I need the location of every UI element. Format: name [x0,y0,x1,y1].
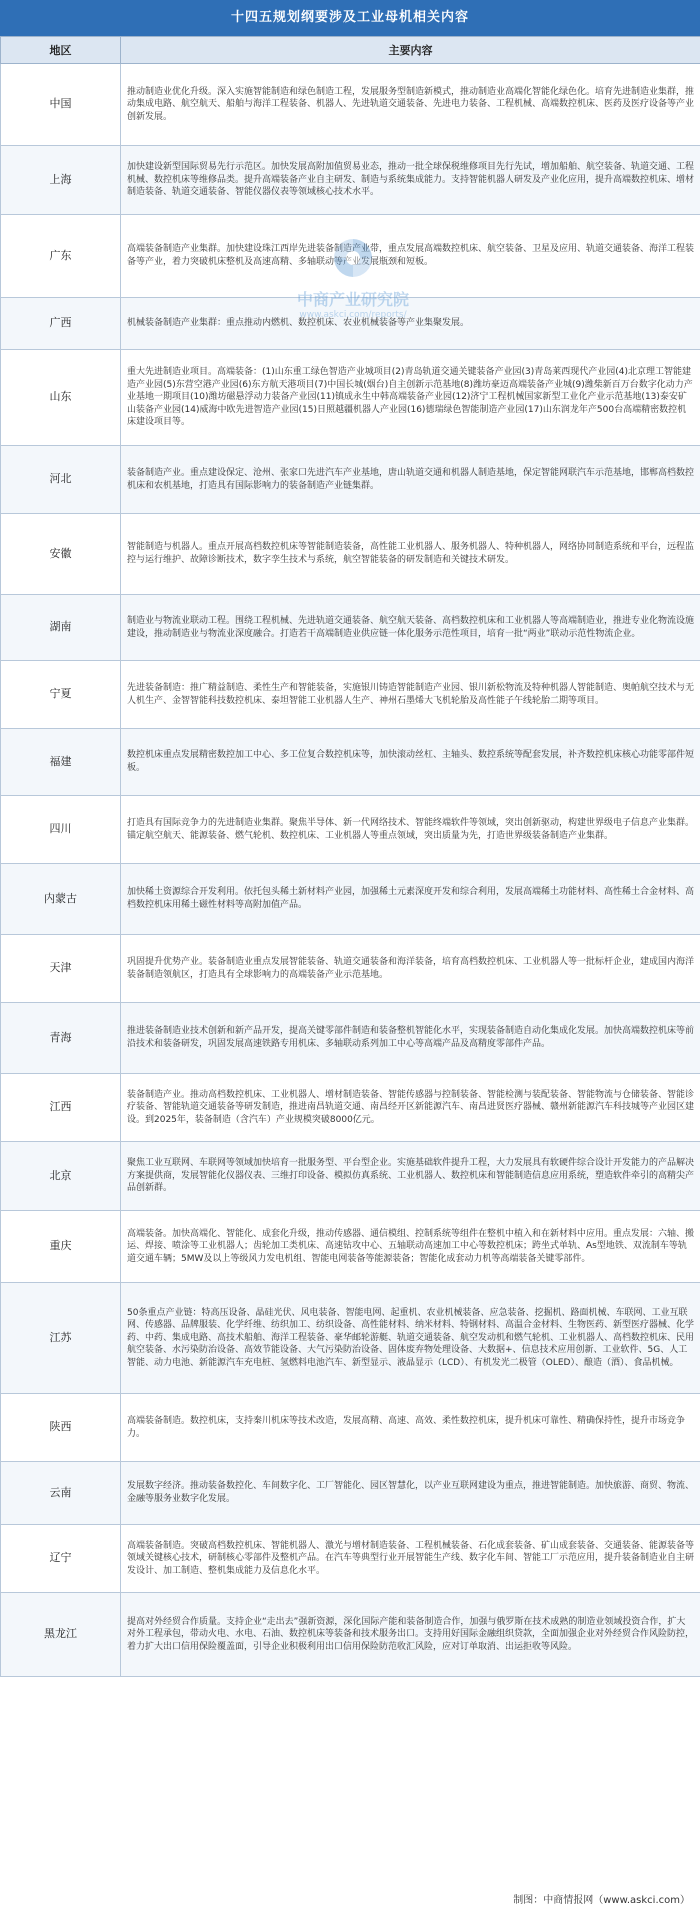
table-header-row [1,37,700,64]
region-cell: 黑龙江 [1,1593,121,1677]
header-content: 主要内容 [121,37,700,64]
table-row [1,661,700,729]
table-row [1,215,700,298]
content-cell: 50条重点产业链：特高压设备、晶硅光伏、风电装备、智能电网、起重机、农业机械装备、应急装备、挖掘机、路面机械、车联网、工业互联网、传感器、品牌服装、化学纤维、纺织加工、纺织设备、高性能材料、纳米材料、特钢材料、高温合金材料、生物医药、新型医疗器械、化学药、中药、集成电路、高技术船舶、海洋工程装备、豪华邮轮游艇、轨道交通装备、航空发动机和燃气轮机、工业机器人、高档数控机床、民用航空装备、水污染防治设备、高效节能设备、大气污染防治设备、固体废弃物处理设备、大数据+、信息技术应用创新、工业软件、5G、人工智能、动力电池、新能源汽车充电桩、氢燃料电池汽车、新型显示、液晶显示（LCD）、有机发光二极管（OLED）、酿造（酒）、食品机械。 [121,1283,700,1394]
table-row [1,1003,700,1074]
table-row [1,1394,700,1462]
region-cell: 中国 [1,64,121,146]
region-cell: 山东 [1,350,121,446]
content-cell: 推动制造业优化升级。深入实施智能制造和绿色制造工程，发展服务型制造新模式，推动制造业高端化智能化绿色化。培育先进制造业集群，推动集成电路、航空航天、船舶与海洋工程装备、机器人、先进轨道交通装备、先进电力装备、工程机械、高端数控机床、医药及医疗设备等产业创新发展。 [121,64,700,146]
content-cell: 发展数字经济。推动装备数控化、车间数字化、工厂智能化、园区智慧化，以产业互联网建设为重点，推进智能制造。加快旅游、商贸、物流、金融等服务业数字化发展。 [121,1462,700,1525]
table-row [1,1462,700,1525]
region-cell: 青海 [1,1003,121,1074]
table-row [1,729,700,796]
table-row [1,1142,700,1211]
content-cell: 打造具有国际竞争力的先进制造业集群。聚焦半导体、新一代网络技术、智能终端软件等领域，突出创新驱动，构建世界级电子信息产业集群。锚定航空航天、能源装备、燃气轮机、数控机床、工业机器人等重点领域，突出质量为先，打造世界级装备制造产业集群。 [121,796,700,864]
table-row [1,1283,700,1394]
table-row [1,350,700,446]
table-row [1,298,700,350]
region-cell: 四川 [1,796,121,864]
content-cell: 加快稀土资源综合开发利用。依托包头稀土新材料产业园，加强稀土元素深度开发和综合利用，发展高端稀土功能材料、高性稀土合金材料、高档数控机床用稀土磁性材料等高附加值产品。 [121,864,700,935]
region-cell: 北京 [1,1142,121,1211]
content-cell: 巩固提升优势产业。装备制造业重点发展智能装备、轨道交通装备和海洋装备，培育高档数控机床、工业机器人等一批标杆企业，建成国内海洋装备制造领航区，打造具有全球影响力的高端装备产业示范基地。 [121,935,700,1003]
content-cell: 提高对外经贸合作质量。支持企业“走出去”强新资源，深化国际产能和装备制造合作，加强与俄罗斯在技术成熟的制造业领域投资合作，扩大对外工程承包，带动火电、水电、石油、数控机床等装备和技术服务出口。支持用好国际金融组织贷款，全面加强企业对外经贸合作风险防控，着力扩大出口信用保险覆盖面，引导企业积极利用出口信用保险防范收汇风险，应对订单取消、出运拒收等风险。 [121,1593,700,1677]
content-cell: 高端装备。加快高端化、智能化、成套化升级，推动传感器、通信模组、控制系统等组件在整机中植入和在新材料中应用。重点发展：六轴、搬运、焊接、喷涂等工业机器人；齿轮加工类机床、高速钻攻中心、五轴联动高速加工中心等数控机床；跨坐式单轨、As型地铁、双流制车等轨道交通车辆；5MW及以上等级风力发电机组、智能电网装备等能源装备；智能化成套动力机等高端装备关键零部件。 [121,1211,700,1283]
table-row [1,935,700,1003]
table-row [1,1074,700,1142]
table-row [1,64,700,146]
region-cell: 宁夏 [1,661,121,729]
content-cell: 重大先进制造业项目。高端装备：(1)山东重工绿色智造产业城项目(2)青岛轨道交通关键装备产业园(3)青岛莱西现代产业园(4)北京理工智能建造产业园(5)东营空港产业园(6)东方航天港项目(7)中国长城(烟台)自主创新示范基地(8)潍坊豪迈高端装备产业城(9)潍柴新百万台数字化动力产业基地一期项目(10)潍坊磁悬浮动力装备产业园(11)镇成永生中韩高端装备产业园(12)济宁工程机械国家新型工业化产业示范基地(13)泰安矿山装备产业园(14)威海中欧先进智造产业园(15)日照越疆机器人产业园(16)德瑞绿色智能制造产业园(17)山东润龙年产500台高端精密数控机床建设项目等。 [121,350,700,446]
region-cell: 江西 [1,1074,121,1142]
page-title: 十四五规划纲要涉及工业母机相关内容 [0,0,700,36]
table-row [1,146,700,215]
table-row [1,1211,700,1283]
region-cell: 河北 [1,446,121,514]
content-cell: 先进装备制造：推广精益制造、柔性生产和智能装备，实施银川铸造智能制造产业园、银川新松物流及特种机器人智能制造、奥帕航空技术与无人机生产、金智智能科技数控机床、泰坦智能工业机器人生产、神州石墨烯大飞机轮胎及高性能子午线轮胎二期等项目。 [121,661,700,729]
table-row [1,514,700,595]
content-cell: 装备制造产业。重点建设保定、沧州、张家口先进汽车产业基地，唐山轨道交通和机器人制造基地，保定智能网联汽车示范基地，邯郸高档数控机床和农机基地，打造具有国际影响力的装备制造产业链集群。 [121,446,700,514]
watermark-name: 中商产业研究院 [296,290,409,309]
watermark-url: www.askci.com/reports/ [299,310,407,320]
table-row [1,446,700,514]
content-cell: 加快建设新型国际贸易先行示范区。加快发展高附加值贸易业态，推动一批全球保税维修项目先行先试，增加船舶、航空装备、轨道交通、工程机械、数控机床等维修品类。提升高端装备产业自主研发、制造与系统集成能力。支持智能机器人研发及产业化应用，提升高端数控机床、增材制造装备、轨道交通装备、智能仪器仪表等领域核心技术水平。 [121,146,700,215]
table-row [1,1525,700,1593]
region-cell: 云南 [1,1462,121,1525]
content-cell: 聚焦工业互联网、车联网等领域加快培育一批服务型、平台型企业。实施基础软件提升工程，大力发展具有软硬件综合设计开发能力的产品解决方案提供商，发展智能化仪器仪表、三维打印设备、模拟仿真系统、工业机器人、数控机床和智能制造信息应用系统，塑造软件牵引的高精尖产品创新群。 [121,1142,700,1211]
content-cell: 高端装备制造。突破高档数控机床、智能机器人、激光与增材制造装备、工程机械装备、石化成套装备、矿山成套装备、交通装备、能源装备等领域关键核心技术，研制核心零部件及整机产品。在汽车等典型行业开展智能生产线、数字化车间、智能工厂示范应用，提升装备制造业自主研发设计、加工制造、整机集成能力及信息化水平。 [121,1525,700,1593]
table-row [1,1593,700,1677]
content-cell: 机械装备制造产业集群：重点推动内燃机、数控机床、农业机械装备等产业集聚发展。 [121,298,700,350]
region-cell: 内蒙古 [1,864,121,935]
region-cell: 广西 [1,298,121,350]
content-cell: 制造业与物流业联动工程。围绕工程机械、先进轨道交通装备、航空航天装备、高档数控机床和工业机器人等高端制造业，推进专业化物流设施建设，推动制造业与物流业深度融合。打造若干高端制造业供应链一体化服务示范性项目，培育一批“两业”联动示范性物流企业。 [121,595,700,661]
region-cell: 陕西 [1,1394,121,1462]
content-cell: 装备制造产业。推动高档数控机床、工业机器人、增材制造装备、智能传感器与控制装备、智能检测与装配装备、智能物流与仓储装备、智能诊疗装备、智能轨道交通装备等研发制造，推进南昌轨道交通、南昌经开区新能源汽车、南昌进贤医疗器械、赣州新能源汽车科技城等产业园区建设。到2025年，装备制造（含汽车）产业规模突破8000亿元。 [121,1074,700,1142]
table-row [1,864,700,935]
region-cell: 上海 [1,146,121,215]
content-cell: 高端装备制造。数控机床，支持秦川机床等技术改造，发展高精、高速、高效、柔性数控机床，提升机床可靠性、精确保持性，提升市场竞争力。 [121,1394,700,1462]
region-cell: 天津 [1,935,121,1003]
region-cell: 重庆 [1,1211,121,1283]
table-row [1,595,700,661]
region-cell: 湖南 [1,595,121,661]
content-table [0,36,700,1677]
content-cell: 高端装备制造产业集群。加快建设珠江西岸先进装备制造产业带，重点发展高端数控机床、航空装备、卫星及应用、轨道交通装备、海洋工程装备等产业，着力突破机床整机及高速高精、多轴联动等产业发展瓶颈和短板。 [121,215,700,298]
content-cell: 推进装备制造业技术创新和新产品开发，提高关键零部件制造和装备整机智能化水平，实现装备制造自动化集成化发展。加快高端数控机床等前沿技术和装备研发，巩固发展高速铁路专用机床、多轴联动系列加工中心等高端产品及高精度零部件产品。 [121,1003,700,1074]
table-row [1,796,700,864]
region-cell: 广东 [1,215,121,298]
region-cell: 福建 [1,729,121,796]
header-region: 地区 [1,37,121,64]
region-cell: 安徽 [1,514,121,595]
content-cell: 数控机床重点发展精密数控加工中心、多工位复合数控机床等，加快滚动丝杠、主轴头、数控系统等配套发展，补齐数控机床核心功能零部件短板。 [121,729,700,796]
region-cell: 辽宁 [1,1525,121,1593]
content-cell: 智能制造与机器人。重点开展高档数控机床等智能制造装备，高性能工业机器人、服务机器人、特种机器人，网络协同制造系统和平台，远程监控与运行维护、故障诊断技术，数字孪生技术与系统，航空智能装备的研发制造和关键技术研发。 [121,514,700,595]
footer-credit: 制图：中商情报网（www.askci.com） [513,1895,690,1906]
region-cell: 江苏 [1,1283,121,1394]
